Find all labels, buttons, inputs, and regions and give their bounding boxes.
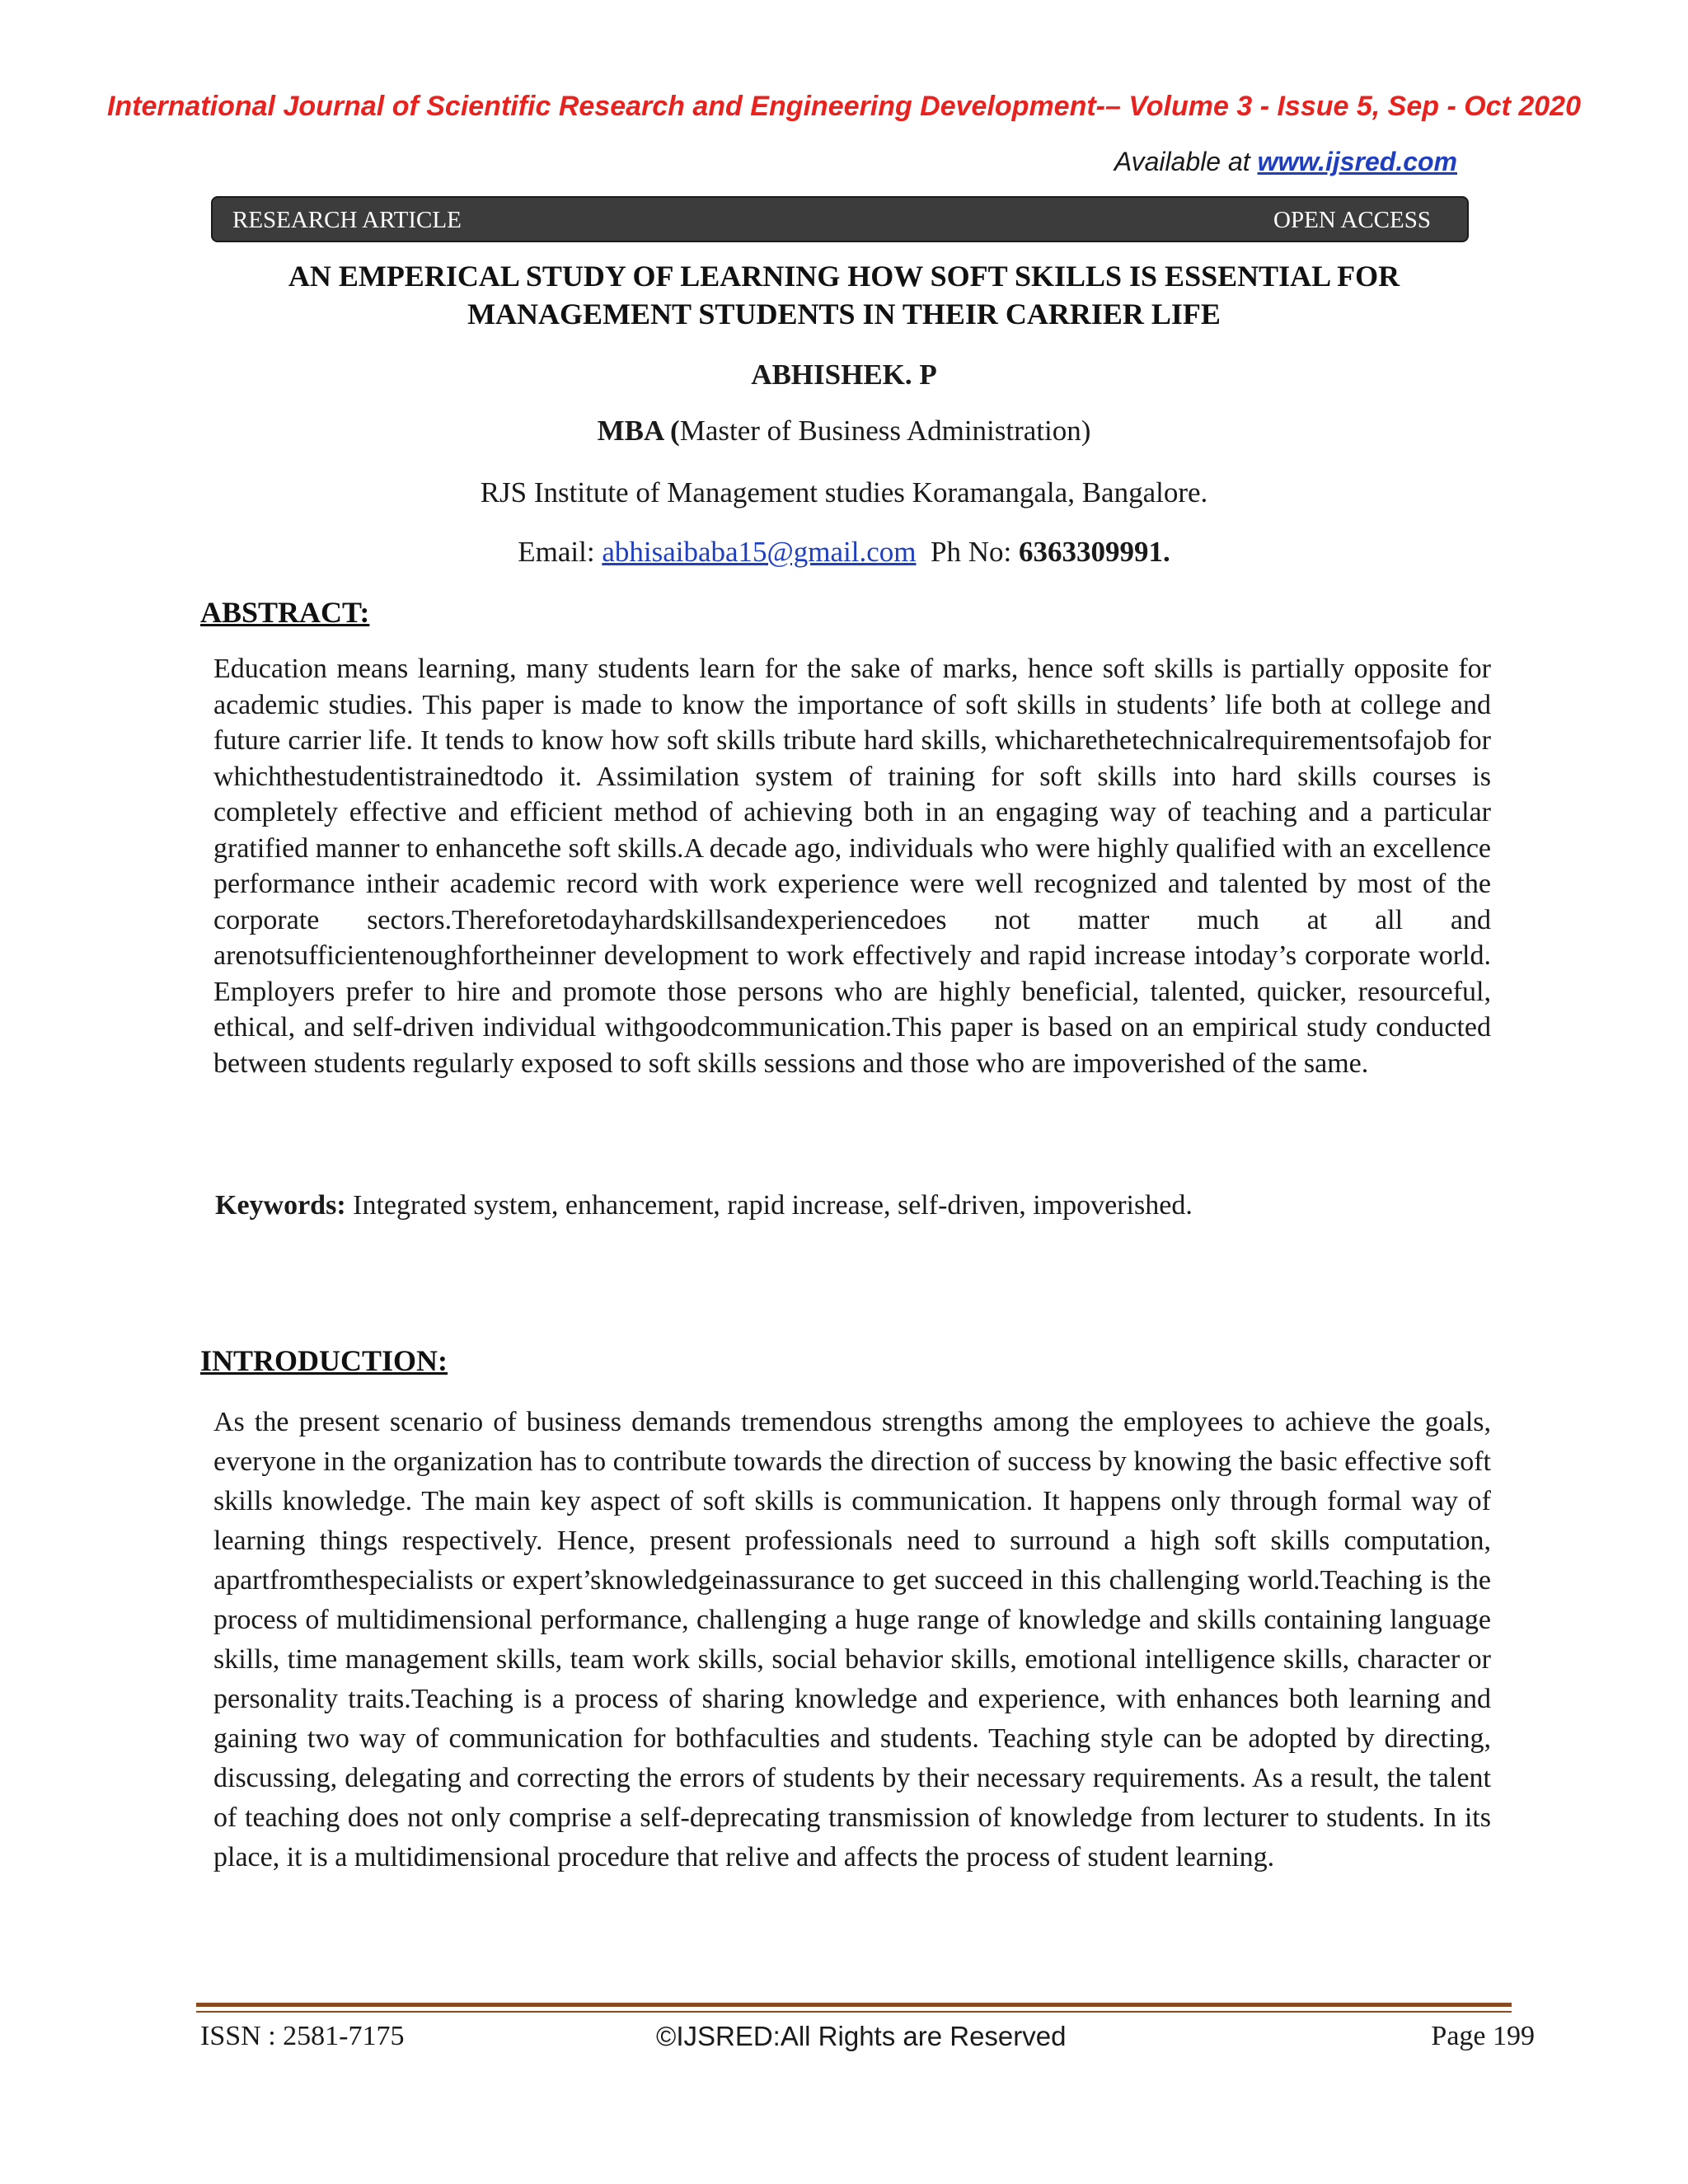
available-label: Available at — [1114, 147, 1258, 176]
introduction-body: As the present scenario of business demands tremendous strengths among the employees to achieve the goals, everyone in the organization has to contribute towards the direction of success by knowing the basic effective soft skills knowledge. The main key aspect of soft skills is communication. It happens only through formal way of learning things respectively. Hence, present professionals need to surround a high soft skills computation, apartfromthespecialists or expert’sknowledgeinassurance to get succeed in this challenging world.Teaching is the process of multidimensional performance, challenging a huge range of knowledge and skills containing language skills, time management skills, team work skills, social behavior skills, emotional intelligence skills, character or personality traits.Teaching is a process of sharing knowledge and experience, with enhances both learning and gaining two way of communication for bothfaculties and students. Teaching style can be adopted by directing, discussing, delegating and correcting the errors of students by their necessary requirements. As a result, the talent of teaching does not only comprise a self-deprecating transmission of knowledge from lecturer to students. In its place, it is a multidimensional procedure that relive and affects the process of student learning. — [213, 1407, 1492, 1872]
article-type-bar — [211, 196, 1469, 242]
paper-title-line-2: MANAGEMENT STUDENTS IN THEIR CARRIER LIFE — [467, 298, 1221, 330]
degree-full-name: Master of Business Administration) — [679, 415, 1091, 447]
footer-page-number: Page 199 — [1431, 2021, 1535, 2051]
abstract-body: Education means learning, many students learn for the sake of marks, hence soft skills is partially opposite for academic studies. This paper is made to know the importance of soft skills in students’ life both at college and future carrier life. It tends to know how soft skills tribute hard skills, whicharethetechnicalrequirementsofajob for whichthestudentistrainedtodo it. Assimilation system of training for soft skills into hard skills courses is completely effective and efficient method of achieving both in an engaging way of teaching and a particular gratified manner to enhancethe soft skills.A decade ago, individuals who were highly qualified with an excellence performance intheir academic record with work experience were well recognized and talented by most of the corporate sectors.Thereforetodayhardskillsandexperiencedoes not matter much at all and arenotsufficientenoughfortheinner development to work effectively and rapid increase intoday’s corporate world. Employers prefer to hire and promote those persons who are highly beneficial, talented, quicker, resourceful, ethical, and self-driven individual withgoodcommunication.This paper is based on an empirical study conducted between students regularly exposed to soft skills sessions and those who are impoverished of the same. — [213, 654, 1491, 1079]
email-label: Email: — [518, 536, 603, 568]
keywords-text: Integrated system, enhancement, rapid increase, self-driven, impoverished. — [345, 1190, 1193, 1221]
footer-divider-thick — [196, 2003, 1512, 2007]
paper-title-line-1: AN EMPERICAL STUDY OF LEARNING HOW SOFT SKILLS IS ESSENTIAL FOR — [288, 260, 1400, 293]
phone-number: 6363309991. — [1018, 536, 1170, 568]
phone-label: Ph No: — [916, 536, 1019, 568]
author-contact — [0, 536, 1688, 569]
keywords-label: Keywords: — [215, 1190, 346, 1221]
introduction-heading: INTRODUCTION: — [200, 1344, 448, 1377]
keywords-line — [215, 1190, 1501, 1221]
degree-abbreviation: MBA ( — [597, 415, 680, 447]
author-name: ABHISHEK. P — [751, 359, 937, 391]
footer-divider-thin — [196, 2011, 1512, 2013]
author-institute: RJS Institute of Management studies Koramangala, Bangalore. — [480, 476, 1208, 509]
author-degree — [0, 415, 1688, 448]
footer-copyright: ©IJSRED:All Rights are Reserved — [656, 2021, 1067, 2051]
journal-header: International Journal of Scientific Research and Engineering Development-– Volume 3 - Issue 5, Sep - Oct 2020 — [106, 91, 1581, 122]
abstract-heading: ABSTRACT: — [200, 596, 370, 629]
availability-line — [1114, 147, 1457, 177]
access-type-label: OPEN ACCESS — [1273, 207, 1431, 233]
article-type-label: RESEARCH ARTICLE — [232, 207, 462, 233]
paper-title — [165, 257, 1523, 333]
footer-issn: ISSN : 2581-7175 — [200, 2021, 405, 2051]
email-link[interactable]: abhisaibaba15@gmail.com — [602, 536, 917, 568]
journal-website-link[interactable]: www.ijsred.com — [1257, 147, 1457, 176]
